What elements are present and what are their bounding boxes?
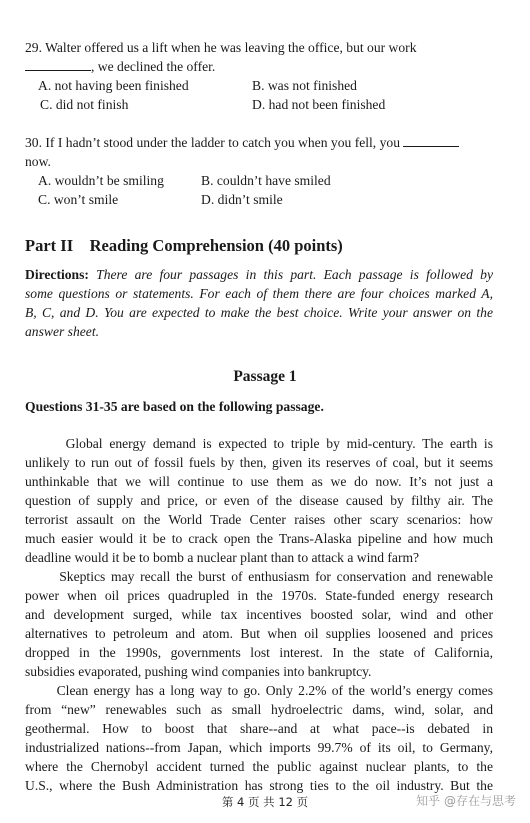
directions-line3: B, C, and D. You are expected to make the best choice. Write your answer on the: [25, 305, 493, 320]
passage-line: alternatives to petroleum and atom. But when oil supplies loosened and prices: [25, 626, 493, 641]
q30-stem-line1: [25, 133, 459, 152]
directions-label: Directions:: [25, 267, 89, 282]
q30-option-a: A. wouldn’t be smiling: [38, 173, 164, 188]
passage-line: terrorist assault on the World Trade Center raises other scary scenarios: how: [25, 512, 493, 527]
page-number: 第 4 页 共 12 页: [221, 795, 309, 809]
passage-line: unthinkable that we will continue to use them as we do now. It’s not just a: [25, 474, 493, 489]
passage-line: power when oil prices quadrupled in the 1970s. State-funded energy research: [25, 588, 493, 603]
passage-line: and development surged, while tax incentives boosted solar, wind and other: [25, 607, 493, 622]
passage-line: dropped in the 1990s, governments lost interest. In the state of California,: [25, 645, 493, 660]
q29-option-d: D. had not been finished: [252, 97, 386, 112]
passage-line: industrialized nations--from Japan, which imports 99.7% of its oil, to Germany,: [25, 740, 493, 755]
passage-line: unlikely to run out of fossil fuels by then, given its reserves of coal, but it seems: [25, 455, 493, 470]
passage-line: question of supply and price, or even of the disease caused by filthy air. The: [25, 493, 493, 508]
q30-stem-line2: now.: [25, 154, 51, 169]
q29-stem-rest: , we declined the offer.: [91, 59, 216, 74]
passage-line: Global energy demand is expected to triple by mid-century. The earth is: [25, 436, 493, 451]
passage-line: U.S., where the Bush Administration has strong ties to the oil industry. But the: [25, 778, 493, 793]
answer-blank: [25, 57, 91, 71]
q29-option-b: B. was not finished: [252, 78, 357, 93]
directions-line4: answer sheet.: [25, 324, 100, 339]
passage-line: deadline would it be to bomb a nuclear plant than to attack a wind farm?: [25, 550, 420, 565]
passage-line: geothermal. How to boost that share--and at what pace--is debated in: [25, 721, 493, 736]
q30-option-c: C. won’t smile: [38, 192, 119, 207]
directions-text-1: There are four passages in this part. Each passage is followed by: [88, 267, 493, 282]
q29-stem-line1: 29. Walter offered us a lift when he was leaving the office, but our work: [25, 40, 417, 55]
passage-line: where the Chernobyl accident turned the public against nuclear plants, to the: [25, 759, 493, 774]
q29-option-c: C. did not finish: [40, 97, 129, 112]
passage-line: Skeptics may recall the burst of enthusiasm for conservation and renewable: [25, 569, 493, 584]
directions-line1: [25, 265, 493, 284]
passage-line: much easier would it be to crack open the Trans-Alaska pipeline and how much: [25, 531, 493, 546]
part2-heading: Part II Reading Comprehension (40 points): [25, 236, 343, 255]
directions-line2: some questions or statements. For each of them there are four choices marked A,: [25, 286, 493, 301]
q30-option-b: B. couldn’t have smiled: [201, 173, 331, 188]
q29-option-a: A. not having been finished: [38, 78, 189, 93]
passage-line: Clean energy has a long way to go. Only 2.2% of the world’s energy comes: [25, 683, 493, 698]
watermark: 知乎 @存在与思考: [416, 794, 516, 808]
answer-blank: [403, 133, 459, 147]
passage-questions-label: Questions 31-35 are based on the following passage.: [25, 399, 324, 414]
q29-stem-line2: [25, 57, 215, 76]
q30-stem-text: 30. If I hadn’t stood under the ladder to catch you when you fell, you: [25, 135, 400, 150]
passage-title: Passage 1: [233, 368, 297, 385]
passage-line: subsidies evaporated, pushing wind companies into bankruptcy.: [25, 664, 372, 679]
q30-option-d: D. didn’t smile: [201, 192, 283, 207]
passage-line: from “new” renewables such as small hydroelectric dams, wind, solar, and: [25, 702, 493, 717]
